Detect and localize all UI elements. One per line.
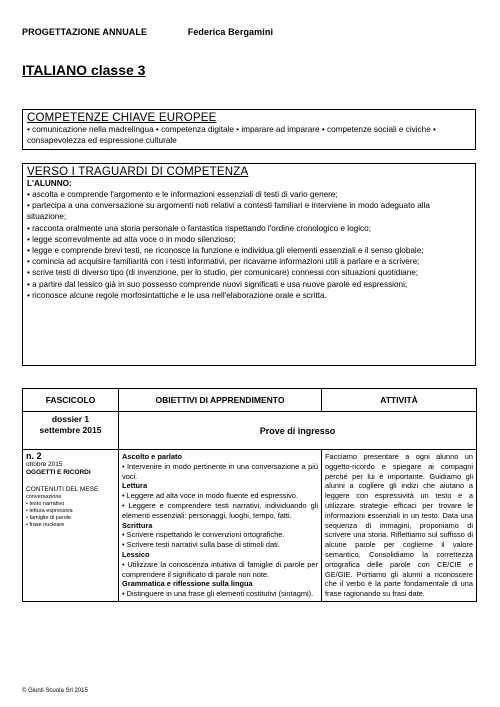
fascicolo-number: n. 2 (26, 451, 42, 461)
list-item: • legge scorrevolmente ad alta voce o in modo silenzioso; (27, 234, 471, 245)
competenze-box (22, 109, 476, 150)
table-row (23, 450, 477, 602)
prove-ingresso-cell: Prove di ingresso (119, 412, 477, 450)
dossier-month: settembre 2015 (39, 425, 102, 435)
header-title: PROGETTAZIONE ANNUALE (22, 27, 148, 37)
dossier-cell (23, 412, 119, 450)
obiettivi-section: Lettura (122, 481, 148, 491)
list-item: • comincia ad acquisire familiarità con i testi informativi, per ricavarne informazioni utili a parlare e a scrivere; (27, 256, 471, 267)
fascicolo-date: ottobre 2015 (26, 460, 63, 468)
list-item: • partecipa a una conversazione su argomenti noti relativi a contesti familiari e interviene in modo adeguato alla situazione; (27, 200, 471, 222)
traguardi-heading: VERSO I TRAGUARDI DI COMPETENZA (27, 166, 249, 178)
list-item: • legge e comprende brevi testi, ne riconosce la funzione e individua gli elementi essenziali e il senso globale; (27, 245, 471, 256)
contenuti-item: • lettura espressiva (26, 508, 73, 514)
competenze-heading: COMPETENZE CHIAVE EUROPEE (27, 112, 217, 124)
contenuti-item: • famiglie di parole (26, 515, 72, 521)
contenuti-item: • testo narrativo (26, 501, 65, 507)
table-header-row (23, 389, 477, 412)
obiettivi-item: • Utilizzare la conoscenza intuitiva di famiglie di parole per comprendere il significato di parole non note. (122, 559, 318, 579)
program-table (22, 388, 477, 602)
page-header (22, 27, 273, 37)
header-author: Federica Bergamini (187, 27, 274, 37)
page-title: ITALIANO classe 3 (22, 62, 146, 78)
attivita-cell: Facciamo presentare a ogni alunno un oggetto-ricordo e spiegare ai compagni perché per lui è importante. Guidiamo gli alunni a cogliere gli indizi che aiutano a leggere con espressività un testo e a utilizzare strategie efficaci per trovare le informazioni essenziali in un testo. Data una sequenza di immagini, proponiamo di scrivere una storia. Riflettiamo sul suffisso di alcune parole per coglierne il valore semantico. Consolidiamo la correttezza ortografica delle parole con CE/CIE e GE/GIE. Portiamo gli alunni a riconoscere che il verbo è la parte fondamentale di una frase ragionando su frasi date. (322, 450, 477, 602)
obiettivi-cell (119, 450, 322, 602)
obiettivi-item: • Distinguere in una frase gli elementi costitutivi (sintagmi). (122, 589, 314, 599)
col-header-fascicolo: FASCICOLO (23, 389, 119, 412)
traguardi-subtitle: L'ALUNNO: (27, 179, 72, 188)
col-header-obiettivi: OBIETTIVI DI APPRENDIMENTO (119, 389, 322, 412)
contenuti-item: • frase nucleare (26, 522, 65, 528)
competenze-text: • comunicazione nella madrelingua • competenza digitale • imparare ad imparare • competenze sociali e civiche • consapevolezza ed espressione culturale (27, 125, 436, 145)
fascicolo-name: OGGETTI E RICORDI (26, 469, 91, 476)
traguardi-list (27, 189, 471, 301)
contenuti-item: conversazione (26, 494, 62, 500)
fascicolo-cell (23, 450, 119, 602)
traguardi-box (22, 163, 476, 366)
obiettivi-section: Scrittura (122, 520, 153, 530)
col-header-attivita: ATTIVITÀ (322, 389, 477, 412)
obiettivi-item: • Scrivere rispettando le convenzioni ortografiche. (122, 530, 285, 540)
list-item: • racconta oralmente una storia personale o fantastica rispettando l'ordine cronologico e logico; (27, 223, 471, 234)
table-row (23, 412, 477, 450)
dossier-label: dossier 1 (51, 414, 90, 424)
obiettivi-section: Grammatica e riflessione sulla lingua (122, 579, 253, 589)
obiettivi-item: • Scrivere testi narrativi sulla base di stimoli dati. (122, 540, 280, 550)
obiettivi-section: Lessico (122, 549, 150, 559)
list-item: • scrive testi di diverso tipo (di invenzione, per lo studio, per comunicare) connessi con situazioni quotidiane; (27, 267, 471, 278)
list-item: • ascolta e comprende l'argomento e le informazioni essenziali di testi di vario genere; (27, 189, 471, 200)
contenuti-title: CONTENUTI DEL MESE (26, 485, 99, 493)
obiettivi-item: • Leggere ad alta voce in modo fluente ed espressivo. (122, 491, 298, 501)
copyright-footer: © Giunti Scuola Srl 2015 (22, 688, 88, 694)
obiettivi-item: • Leggere e comprendere testi narrativi, individuando gli elementi essenziali: personaggi, luoghi, tempo, fatti. (122, 500, 318, 520)
obiettivi-section: Ascolto e parlato (122, 452, 182, 461)
obiettivi-item: • Intervenire in modo pertinente in una conversazione a più voci. (122, 461, 318, 481)
list-item: • a partire dal lessico già in suo possesso comprende nuovi significati e usa nuove parole ed espressioni; (27, 279, 471, 290)
list-item: • riconosce alcune regole morfosintattiche e le usa nell'elaborazione orale e scritta. (27, 290, 471, 301)
